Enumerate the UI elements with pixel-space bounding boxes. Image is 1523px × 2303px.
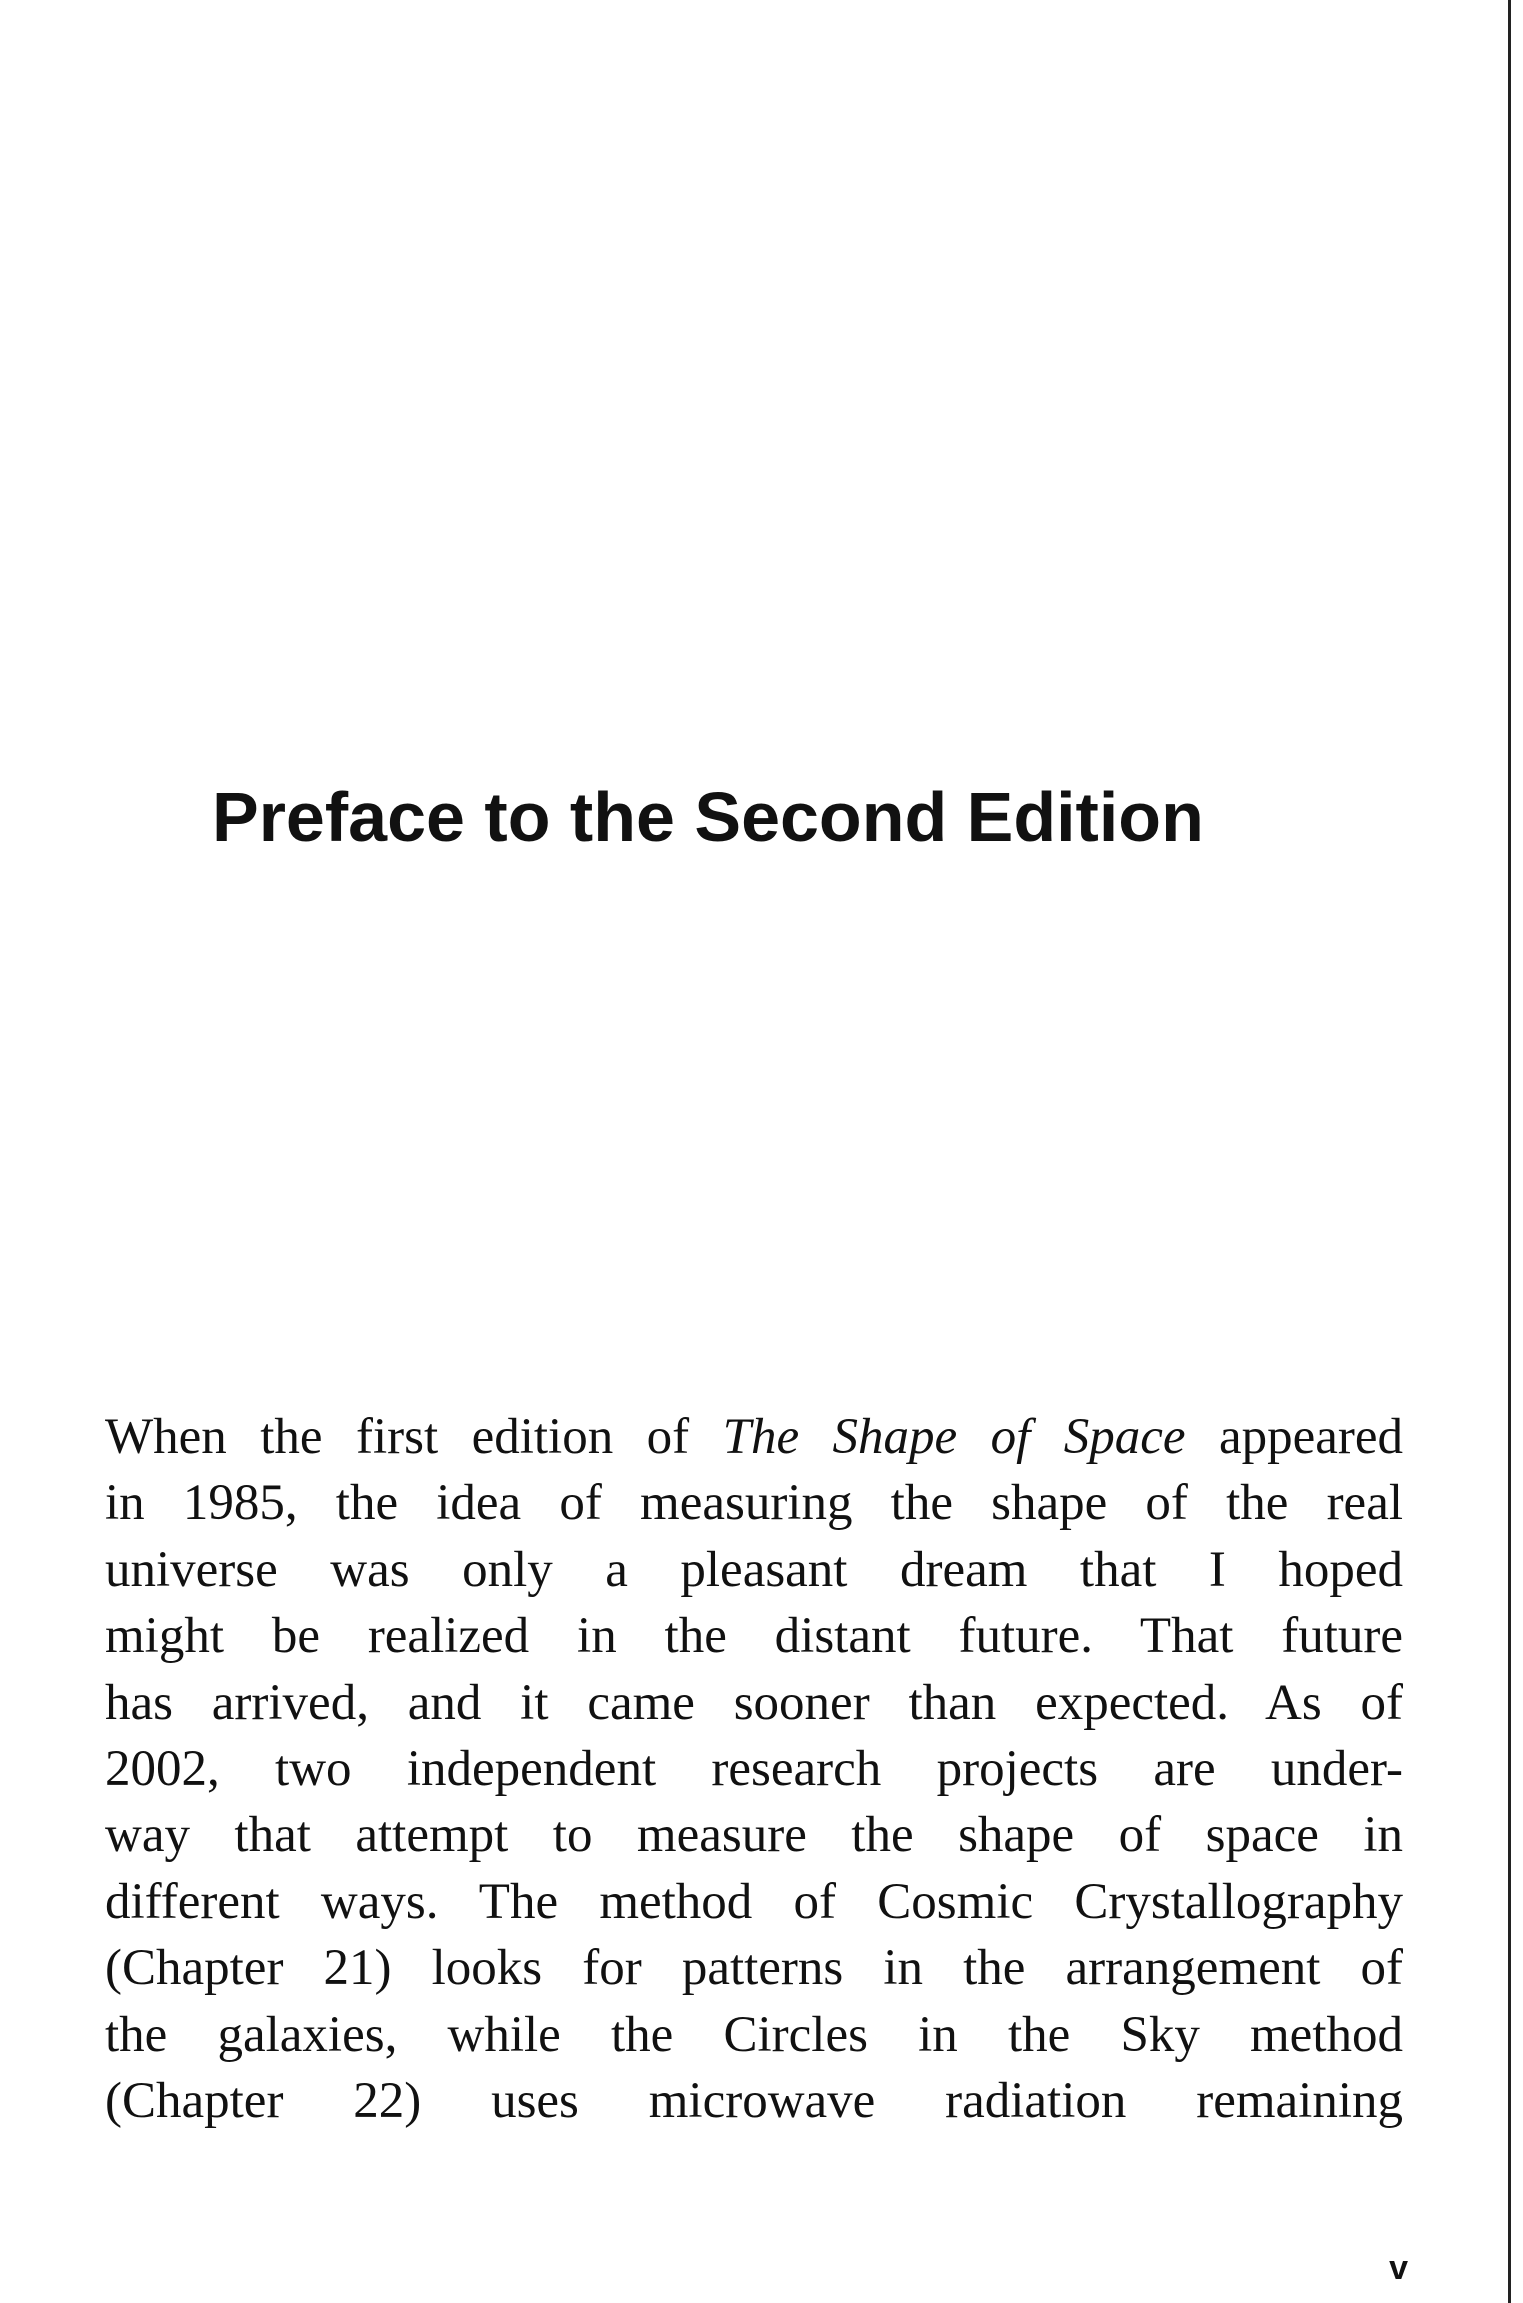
text-line <box>105 1935 1403 2001</box>
page-edge-rule <box>1508 0 1511 2303</box>
text-segment: (Chapter 21) looks for patterns in the arrangement of <box>105 1940 1403 1997</box>
text-line <box>105 1869 1403 1935</box>
text-line <box>105 2068 1403 2134</box>
text-line <box>105 1802 1403 1868</box>
text-segment: might be realized in the distant future. That future <box>105 1608 1403 1665</box>
text-segment: in 1985, the idea of measuring the shape of the real <box>105 1475 1403 1532</box>
book-title-italic: The Shape of Space <box>722 1409 1186 1465</box>
text-segment: different ways. The method of Cosmic Crystallography <box>105 1873 1403 1930</box>
text-segment: When the first edition of <box>105 1409 723 1465</box>
text-line <box>105 2002 1403 2068</box>
text-segment: (Chapter 22) uses microwave radiation remaining <box>105 2072 1403 2129</box>
text-segment: universe was only a pleasant dream that I hoped <box>105 1541 1403 1598</box>
body-paragraph <box>105 1404 1403 2134</box>
text-segment: the galaxies, while the Circles in the Sky method <box>105 2006 1403 2063</box>
text-line <box>105 1603 1403 1669</box>
text-line <box>105 1470 1403 1536</box>
page-number: v <box>1389 2249 1408 2287</box>
text-line <box>105 1670 1403 1736</box>
chapter-title: Preface to the Second Edition <box>212 778 1204 856</box>
text-segment: way that attempt to measure the shape of space in <box>105 1807 1403 1864</box>
text-segment: appeared <box>1185 1409 1404 1465</box>
text-line <box>105 1736 1403 1802</box>
text-line <box>105 1537 1403 1603</box>
text-segment: has arrived, and it came sooner than expected. As of <box>105 1674 1403 1731</box>
text-segment: 2002, two independent research projects are under- <box>105 1740 1403 1797</box>
text-line <box>105 1404 1403 1470</box>
